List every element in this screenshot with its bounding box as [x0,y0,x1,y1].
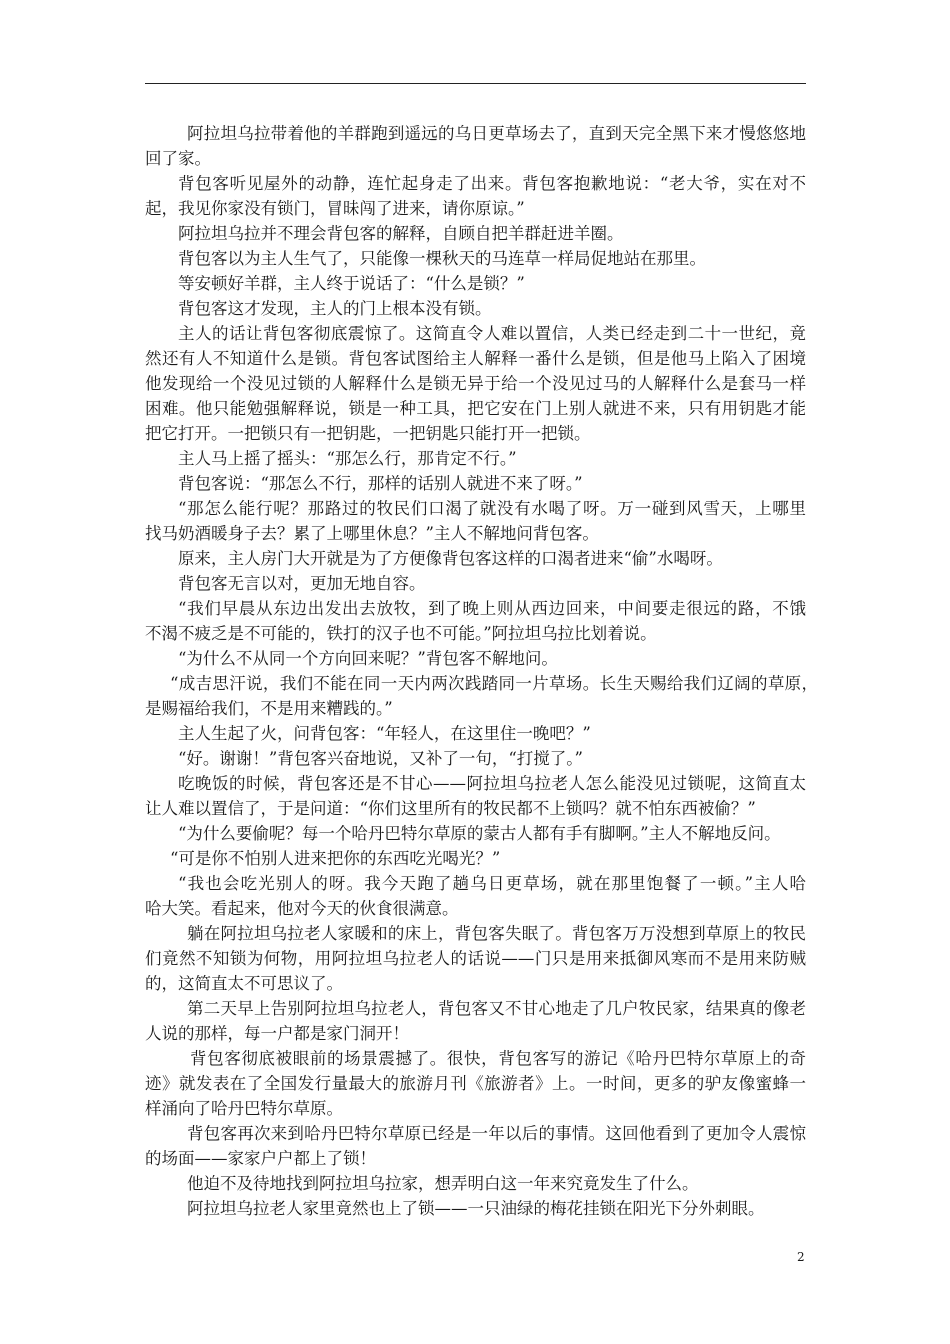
text-line: 原来，主人房门大开就是为了方便像背包客这样的口渴者进来“偷”水喝呀。 [178,549,723,568]
paragraph [145,996,806,1046]
text-line: 起，我见你家没有锁门，冒昧闯了进来，请你原谅。” [145,199,525,218]
text-line: 他迫不及待地找到阿拉坦乌拉家，想弄明白这一年来究竟发生了什么。 [187,1174,699,1193]
text-line: 第二天早上告别阿拉坦乌拉老人，背包客又不甘心地走了几户牧民家，结果真的像老 [187,999,806,1018]
paragraph [145,771,806,821]
paragraph [145,821,806,846]
text-line: 哈大笑。看起来，他对今天的伙食很满意。 [145,899,459,918]
text-line: 的场面——家家户户都上了锁！ [145,1149,376,1168]
text-line: “我也会吃光别人的呀。我今天跑了趟乌日更草场，就在那里饱餐了一顿。”主人哈 [178,874,806,893]
text-line: 样涌向了哈丹巴特尔草原。 [145,1099,343,1118]
text-line: 躺在阿拉坦乌拉老人家暖和的床上，背包客失眠了。背包客万万没想到草原上的牧民 [187,924,806,943]
text-line: 他发现给一个没见过锁的人解释什么是锁无异于给一个没见过马的人解释什么是套马一样 [145,374,806,393]
paragraph [145,171,806,221]
paragraph [145,571,806,596]
paragraph [145,496,806,546]
paragraph [145,846,806,871]
text-line: 阿拉坦乌拉老人家里竟然也上了锁——一只油绿的梅花挂锁在阳光下分外刺眼。 [187,1199,765,1218]
text-line: 人说的那样，每一户都是家门洞开！ [145,1024,409,1043]
text-line: 迹》就发表在了全国发行量最大的旅游月刊《旅游者》上。一时间，更多的驴友像蜜蜂一 [145,1074,806,1093]
text-line: 主人的话让背包客彻底震惊了。这简直令人难以置信，人类已经走到二十一世纪，竟 [178,324,806,343]
paragraph [145,871,806,921]
paragraph [145,921,806,996]
paragraph [145,221,806,246]
text-line: 让人难以置信了，于是问道：“你们这里所有的牧民都不上锁吗？就不怕东西被偷？” [145,799,756,818]
text-line: 不渴不疲乏是不可能的，铁打的汉子也不可能。”阿拉坦乌拉比划着说。 [145,624,657,643]
text-line: 然还有人不知道什么是锁。背包客试图给主人解释一番什么是锁，但是他马上陷入了困境 [145,349,806,368]
paragraph [145,746,806,771]
text-line: 们竟然不知锁为何物，用阿拉坦乌拉老人的话说——门只是用来抵御风寒而不是用来防贼 [145,949,806,968]
text-line: “好。谢谢！”背包客兴奋地说，又补了一句，“打搅了。” [178,749,583,768]
text-line: 背包客再次来到哈丹巴特尔草原已经是一年以后的事情。这回他看到了更加令人震惊 [187,1124,806,1143]
text-line: 等安顿好羊群，主人终于说话了：“什么是锁？” [178,274,525,293]
text-line: “为什么要偷呢？每一个哈丹巴特尔草原的蒙古人都有手有脚啊。”主人不解地反问。 [178,824,781,843]
page-number: 2 [797,1250,805,1264]
text-line: “那怎么能行呢？那路过的牧民们口渴了就没有水喝了呀。万一碰到风雪天，上哪里 [178,499,806,518]
text-line: 主人生起了火，问背包客：“年轻人，在这里住一晚吧？” [178,724,591,743]
paragraph [145,596,806,646]
paragraph [145,471,806,496]
text-line: 是赐福给我们，不是用来糟践的。” [145,699,393,718]
body-text [145,121,818,1221]
text-line: 找马奶酒暖身子去？累了上哪里休息？”主人不解地问背包客。 [145,524,599,543]
header-rule [145,83,806,84]
text-line: 背包客以为主人生气了，只能像一棵秋天的马连草一样局促地站在那里。 [178,249,706,268]
text-line: 把它打开。一把锁只有一把钥匙，一把钥匙只能打开一把锁。 [145,424,591,443]
text-line: 阿拉坦乌拉并不理会背包客的解释，自顾自把羊群赶进羊圈。 [178,224,624,243]
text-line: “成吉思汗说，我们不能在同一天内两次践踏同一片草场。长生天赐给我们辽阔的草原， [170,674,818,693]
paragraph [145,296,806,321]
text-line: 背包客无言以对，更加无地自容。 [178,574,426,593]
text-line: “为什么不从同一个方向回来呢？”背包客不解地问。 [178,649,558,668]
paragraph [145,1171,806,1196]
paragraph [145,721,806,746]
text-line: 主人马上摇了摇头：“那怎么行，那肯定不行。” [178,449,517,468]
paragraph [145,1121,806,1171]
paragraph [145,321,806,446]
text-line: 背包客听见屋外的动静，连忙起身走了出来。背包客抱歉地说：“老大爷，实在对不 [178,174,806,193]
paragraph [145,121,806,171]
text-line: “我们早晨从东边出发出去放牧，到了晚上则从西边回来，中间要走很远的路，不饿 [178,599,806,618]
text-line: 吃晚饭的时候，背包客还是不甘心——阿拉坦乌拉老人怎么能没见过锁呢，这简直太 [178,774,806,793]
paragraph [145,246,806,271]
paragraph [145,1196,806,1221]
text-line: 阿拉坦乌拉带着他的羊群跑到遥远的乌日更草场去了，直到天完全黑下来才慢悠悠地 [187,124,806,143]
text-line: 背包客这才发现，主人的门上根本没有锁。 [178,299,492,318]
paragraph [145,671,818,721]
paragraph [145,446,806,471]
text-line: 困难。他只能勉强解释说，锁是一种工具，把它安在门上别人就进不来，只有用钥匙才能 [145,399,806,418]
text-line: 的，这简直太不可思议了。 [145,974,343,993]
text-line: 背包客说：“那怎么不行，那样的话别人就进不来了呀。” [178,474,583,493]
paragraph [145,1046,806,1121]
paragraph [145,271,806,296]
paragraph [145,646,806,671]
paragraph [145,546,806,571]
text-line: 回了家。 [145,149,211,168]
text-line: “可是你不怕别人进来把你的东西吃光喝光？” [170,849,501,868]
text-line: 背包客彻底被眼前的场景震撼了。很快，背包客写的游记《哈丹巴特尔草原上的奇 [190,1049,806,1068]
